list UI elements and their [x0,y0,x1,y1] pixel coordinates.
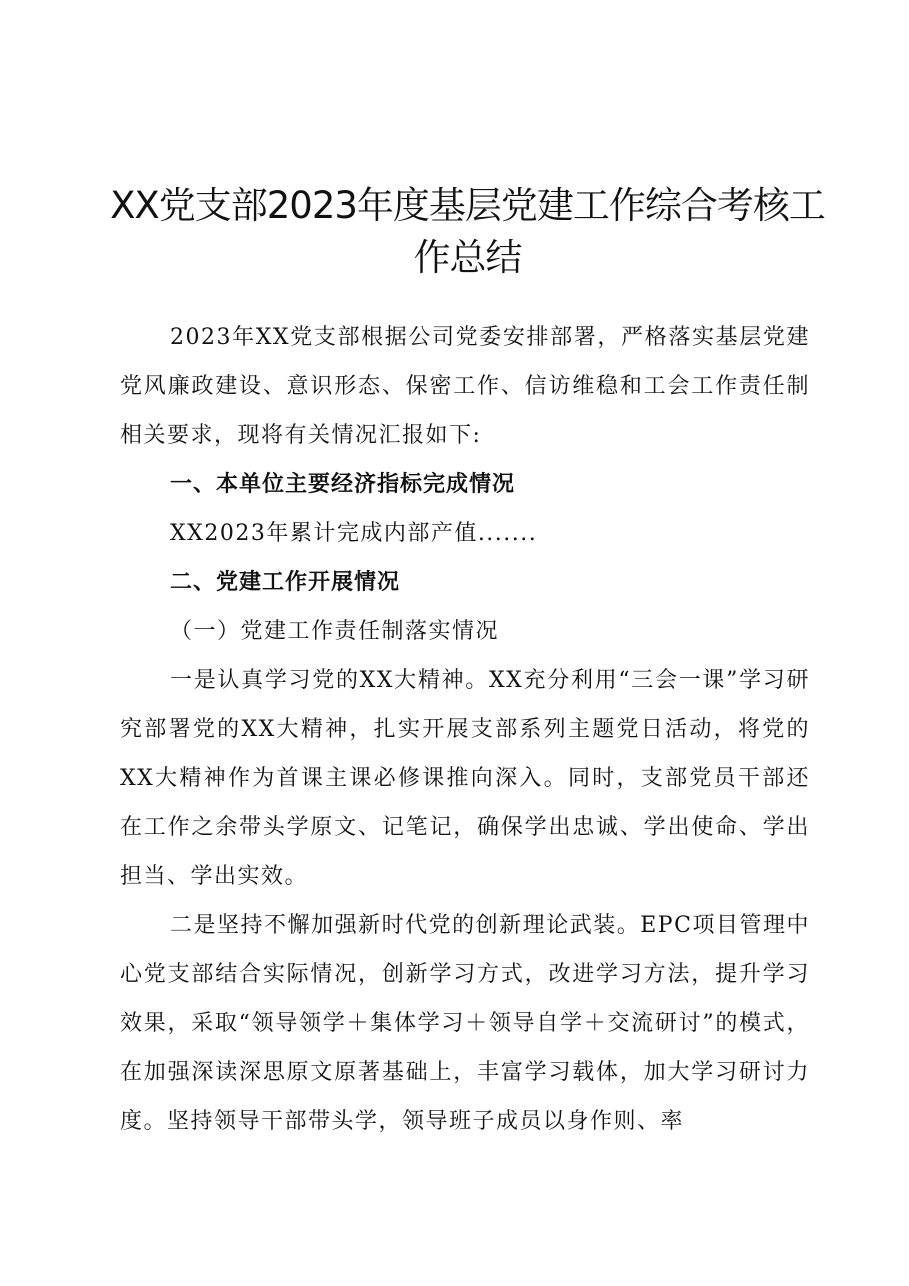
point-two-paragraph: 二是坚持不懈加强新时代党的创新理论武装。EPC项目管理中心党支部结合实际情况，创新学习方式，改进学习方法，提升学习效果，采取“领导领学＋集体学习＋领导自学＋交流研讨”的模式，在加强深读深思原文原著基础上，丰富学习载体，加大学习研讨力度。坚持领导干部带头学，领导班子成员以身作则、率 [120,913,810,1134]
intro-paragraph: 2023年XX党支部根据公司党委安排部署，严格落实基层党建党风廉政建设、意识形态、保密工作、信访维稳和工会工作责任制相关要求，现将有关情况汇报如下: [120,325,810,448]
section-heading-party-building: 二、党建工作开展情况 [170,570,401,595]
point-one-paragraph: 一是认真学习党的XX大精神。XX充分利用“三会一课”学习研究部署党的XX大精神，扎实开展支部系列主题党日活动，将党的XX大精神作为首课主课必修课推向深入。同时，支部党员干部还在工作之余带头学原文、记笔记，确保学出忠诚、学出使命、学出担当、学出实效。 [120,668,810,889]
section-economic-text: XX2023年累计完成内部产值....... [170,521,538,546]
document-title: XX党支部2023年度基层党建工作综合考核工作总结 [110,183,825,279]
document-body [120,313,810,1146]
subsection-heading-responsibility: （一）党建工作责任制落实情况 [170,619,500,644]
section-heading-economic-indicators: 一、本单位主要经济指标完成情况 [170,472,516,497]
